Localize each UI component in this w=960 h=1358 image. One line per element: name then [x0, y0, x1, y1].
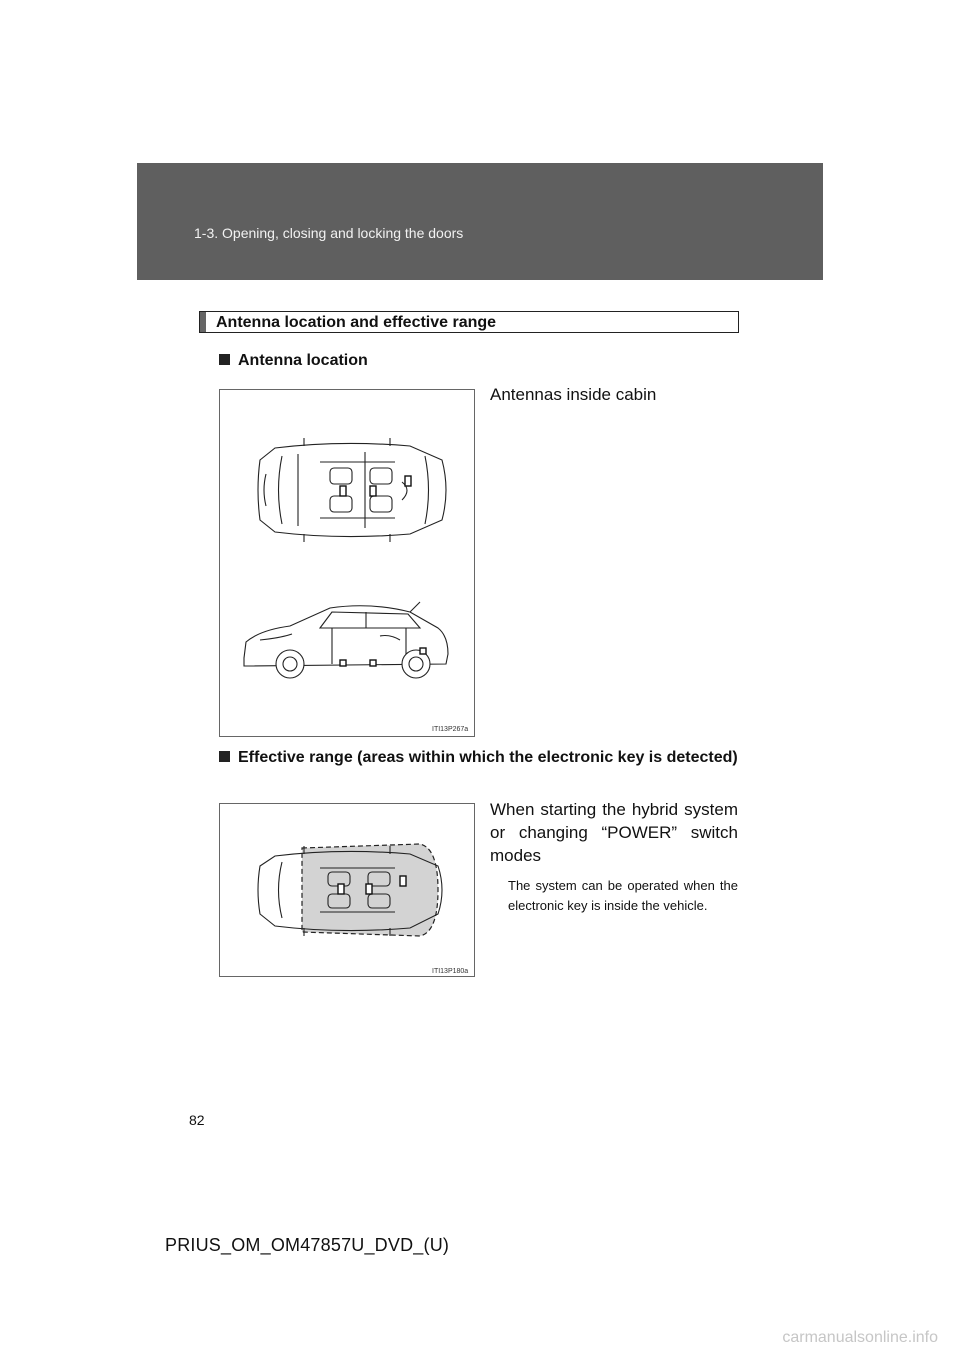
antenna-marker-rear — [400, 876, 406, 886]
section-title: Antenna location and effective range — [216, 314, 497, 331]
antenna-marker-middle — [366, 884, 372, 894]
effective-range-figure — [219, 803, 475, 977]
antenna-location-figure — [219, 389, 475, 737]
car-diagram-antennas — [220, 390, 474, 736]
subheading-antenna-location: Antenna location — [219, 350, 368, 372]
document-id: PRIUS_OM_OM47857U_DVD_(U) — [165, 1235, 450, 1255]
section-heading-bar — [200, 312, 206, 332]
square-bullet-icon — [219, 751, 230, 762]
figure-code: ITI13P267a — [432, 726, 469, 733]
watermark: carmanualsonline.info — [782, 1329, 938, 1346]
effective-range-caption: When starting the hybrid system or changing “POWER” switch modes — [490, 800, 738, 865]
antenna-caption: Antennas inside cabin — [490, 385, 657, 404]
antenna-marker-side-1 — [340, 660, 346, 666]
subheading-effective-range: Effective range (areas within which the electronic key is detected) — [219, 747, 739, 769]
header-band — [137, 163, 823, 280]
antenna-marker-side-2 — [370, 660, 376, 666]
antenna-marker-middle — [370, 486, 376, 496]
square-bullet-icon — [219, 354, 230, 365]
page-number: 82 — [189, 1112, 205, 1128]
antenna-marker-front — [338, 884, 344, 894]
antenna-marker-side-3 — [420, 648, 426, 654]
antenna-marker-front — [340, 486, 346, 496]
effective-range-note: The system can be operated when the electronic key is inside the vehicle. — [508, 878, 738, 913]
section-heading-box — [199, 311, 739, 333]
car-diagram-range — [220, 804, 474, 976]
antenna-marker-rear — [405, 476, 411, 486]
figure-code: ITI13P180a — [432, 968, 469, 975]
breadcrumb: 1-3. Opening, closing and locking the doors — [194, 225, 464, 241]
